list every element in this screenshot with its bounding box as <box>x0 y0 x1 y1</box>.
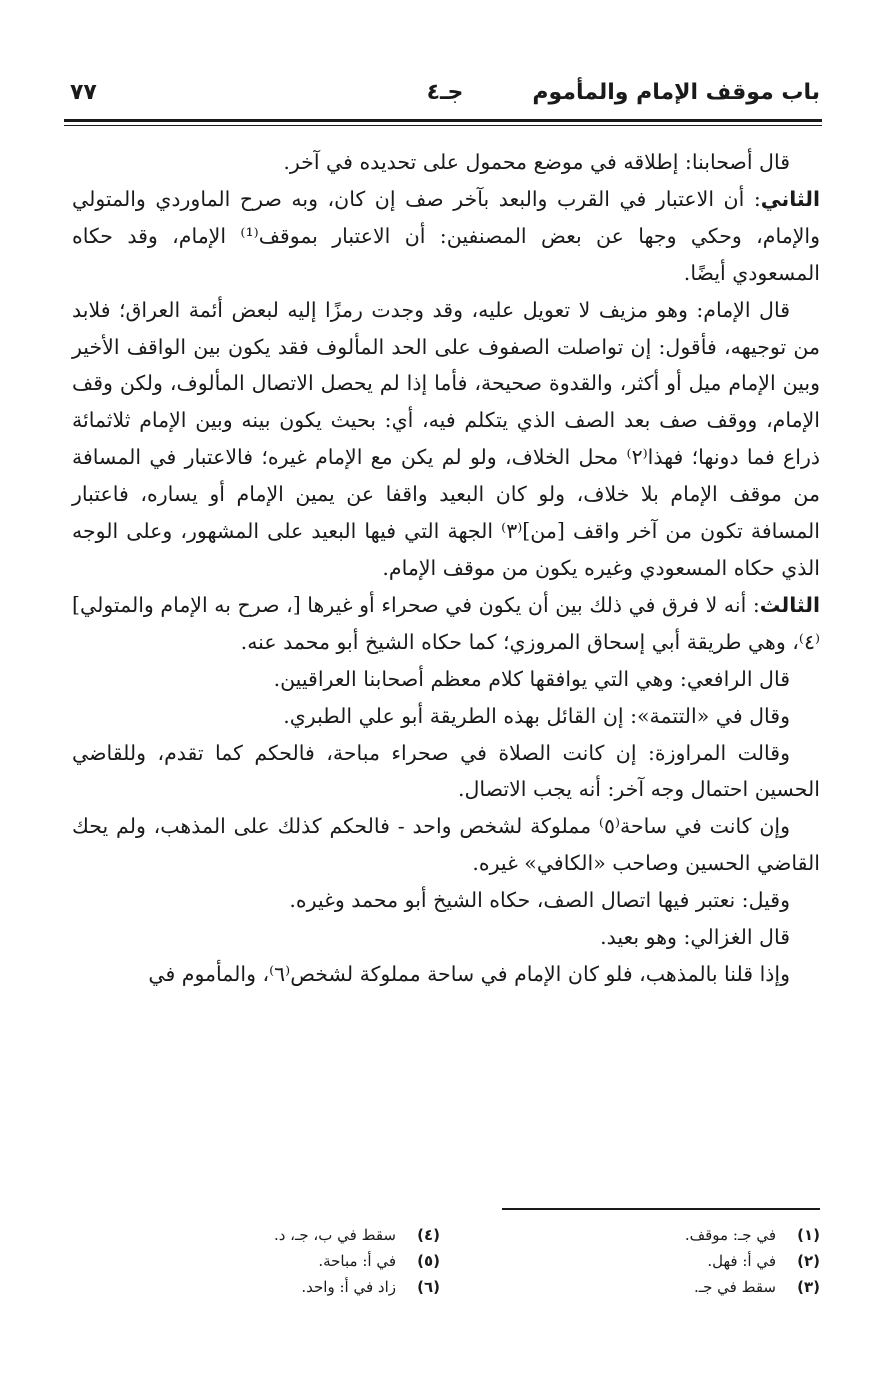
footnote-number: (٥) <box>417 1252 440 1270</box>
footnote-text: زاد في أ: واحد. <box>301 1278 396 1296</box>
footnote <box>100 1248 440 1274</box>
footnote-number: (٦) <box>417 1278 440 1296</box>
footnote <box>480 1248 820 1274</box>
footnote-number: (٤) <box>417 1226 440 1244</box>
footnote-number: (٢) <box>797 1252 820 1270</box>
main-text <box>72 144 820 993</box>
footnote <box>480 1222 820 1248</box>
paragraph: الثاني: أن الاعتبار في القرب والبعد بآخر صف إن كان، وبه صرح الماوردي والمتولي والإمام، وحكي وجها عن بعض المصنفين: أن الاعتبار بموقف⁽¹⁾ الإمام، وقد حكاه المسعودي أيضًا. <box>72 186 820 285</box>
paragraph: قال أصحابنا: إطلاقه في موضع محمول على تحديده في آخر. <box>283 150 790 174</box>
paragraph: قال الغزالي: وهو بعيد. <box>600 925 790 950</box>
paragraph: وقالت المراوزة: إن كانت الصلاة في صحراء مباحة، فالحكم كما تقدم، وللقاضي الحسين احتمال وجه آخر: أنه يجب الاتصال. <box>72 740 820 802</box>
footnote-column-right <box>480 1222 820 1300</box>
page-number: ٧٧ <box>70 80 97 105</box>
footnote-number: (٣) <box>797 1278 820 1296</box>
header-rule-thin <box>64 125 822 126</box>
chapter-title: باب موقف الإمام والمأموم <box>532 80 820 105</box>
volume-label: جـ٤ <box>426 80 464 105</box>
footnote-text: سقط في ب، جـ، د. <box>273 1226 396 1244</box>
footnote-text: سقط في جـ. <box>693 1278 776 1296</box>
header-rule-thick <box>64 119 822 122</box>
footnote-separator <box>502 1208 820 1210</box>
footnote-number: (١) <box>797 1226 820 1244</box>
paragraph: وقيل: نعتبر فيها اتصال الصف، حكاه الشيخ أبو محمد وغيره. <box>289 888 790 913</box>
paragraph: وقال في «التتمة»: إن القائل بهذه الطريقة أبو علي الطبري. <box>283 703 790 728</box>
paragraph: وإن كانت في ساحة⁽٥⁾ مملوكة لشخص واحد - فالحكم كذلك على المذهب، ولم يحك القاضي الحسين وصاحب «الكافي» غيره. <box>72 814 820 876</box>
footnote-text: في أ: فهل. <box>707 1252 776 1270</box>
footnote <box>480 1274 820 1300</box>
paragraph: وإذا قلنا بالمذهب، فلو كان الإمام في ساحة مملوكة لشخص⁽٦⁾، والمأموم في <box>148 961 790 986</box>
footnote-text: في أ: مباحة. <box>318 1252 396 1270</box>
running-header <box>70 80 820 116</box>
section-lead: الثالث <box>759 592 820 617</box>
paragraph: الثالث: أنه لا فرق في ذلك بين أن يكون في صحراء أو غيرها [، صرح به الإمام والمتولي]⁽٤⁾، وهي طريقة أبي إسحاق المروزي؛ كما حكاه الشيخ أبو محمد عنه. <box>72 592 820 654</box>
section-lead: الثاني <box>760 186 820 211</box>
paragraph: قال الإمام: وهو مزيف لا تعويل عليه، وقد وجدت رمزًا إليه لبعض أئمة العراق؛ فلابد من توجيهه، فأقول: إن تواصلت الصفوف على الحد المألوف فقد يكون بين الواقف الأخير وبين الإمام ميل أو أكثر، والقدوة صحيحة، فأما إذا لم يحصل الاتصال المألوف، ولكن وقف الإمام، ووقف صف بعد الصف الذي يتكلم فيه، أي: بحيث يكون بينه وبين الإمام ثلاثمائة ذراع فما دونها؛ فهذا⁽٢⁾ محل الخلاف، ولو لم يكن مع الإمام غيره؛ فالاعتبار في المسافة من موقف الإمام بلا خلاف، ولو كان البعيد واقفا عن يمين الإمام أو يساره، فاعتبار المسافة تكون من آخر واقف [من]⁽٣⁾ الجهة التي فيها البعيد على المشهور، وعلى الوجه الذي حكاه المسعودي وغيره يكون من موقف الإمام. <box>72 297 820 580</box>
footnote-text: في جـ: موقف. <box>684 1226 776 1244</box>
footnote-column-left <box>100 1222 440 1300</box>
paragraph: قال الرافعي: وهي التي يوافقها كلام معظم أصحابنا العراقيين. <box>273 666 790 691</box>
footnote <box>100 1222 440 1248</box>
footnote <box>100 1274 440 1300</box>
